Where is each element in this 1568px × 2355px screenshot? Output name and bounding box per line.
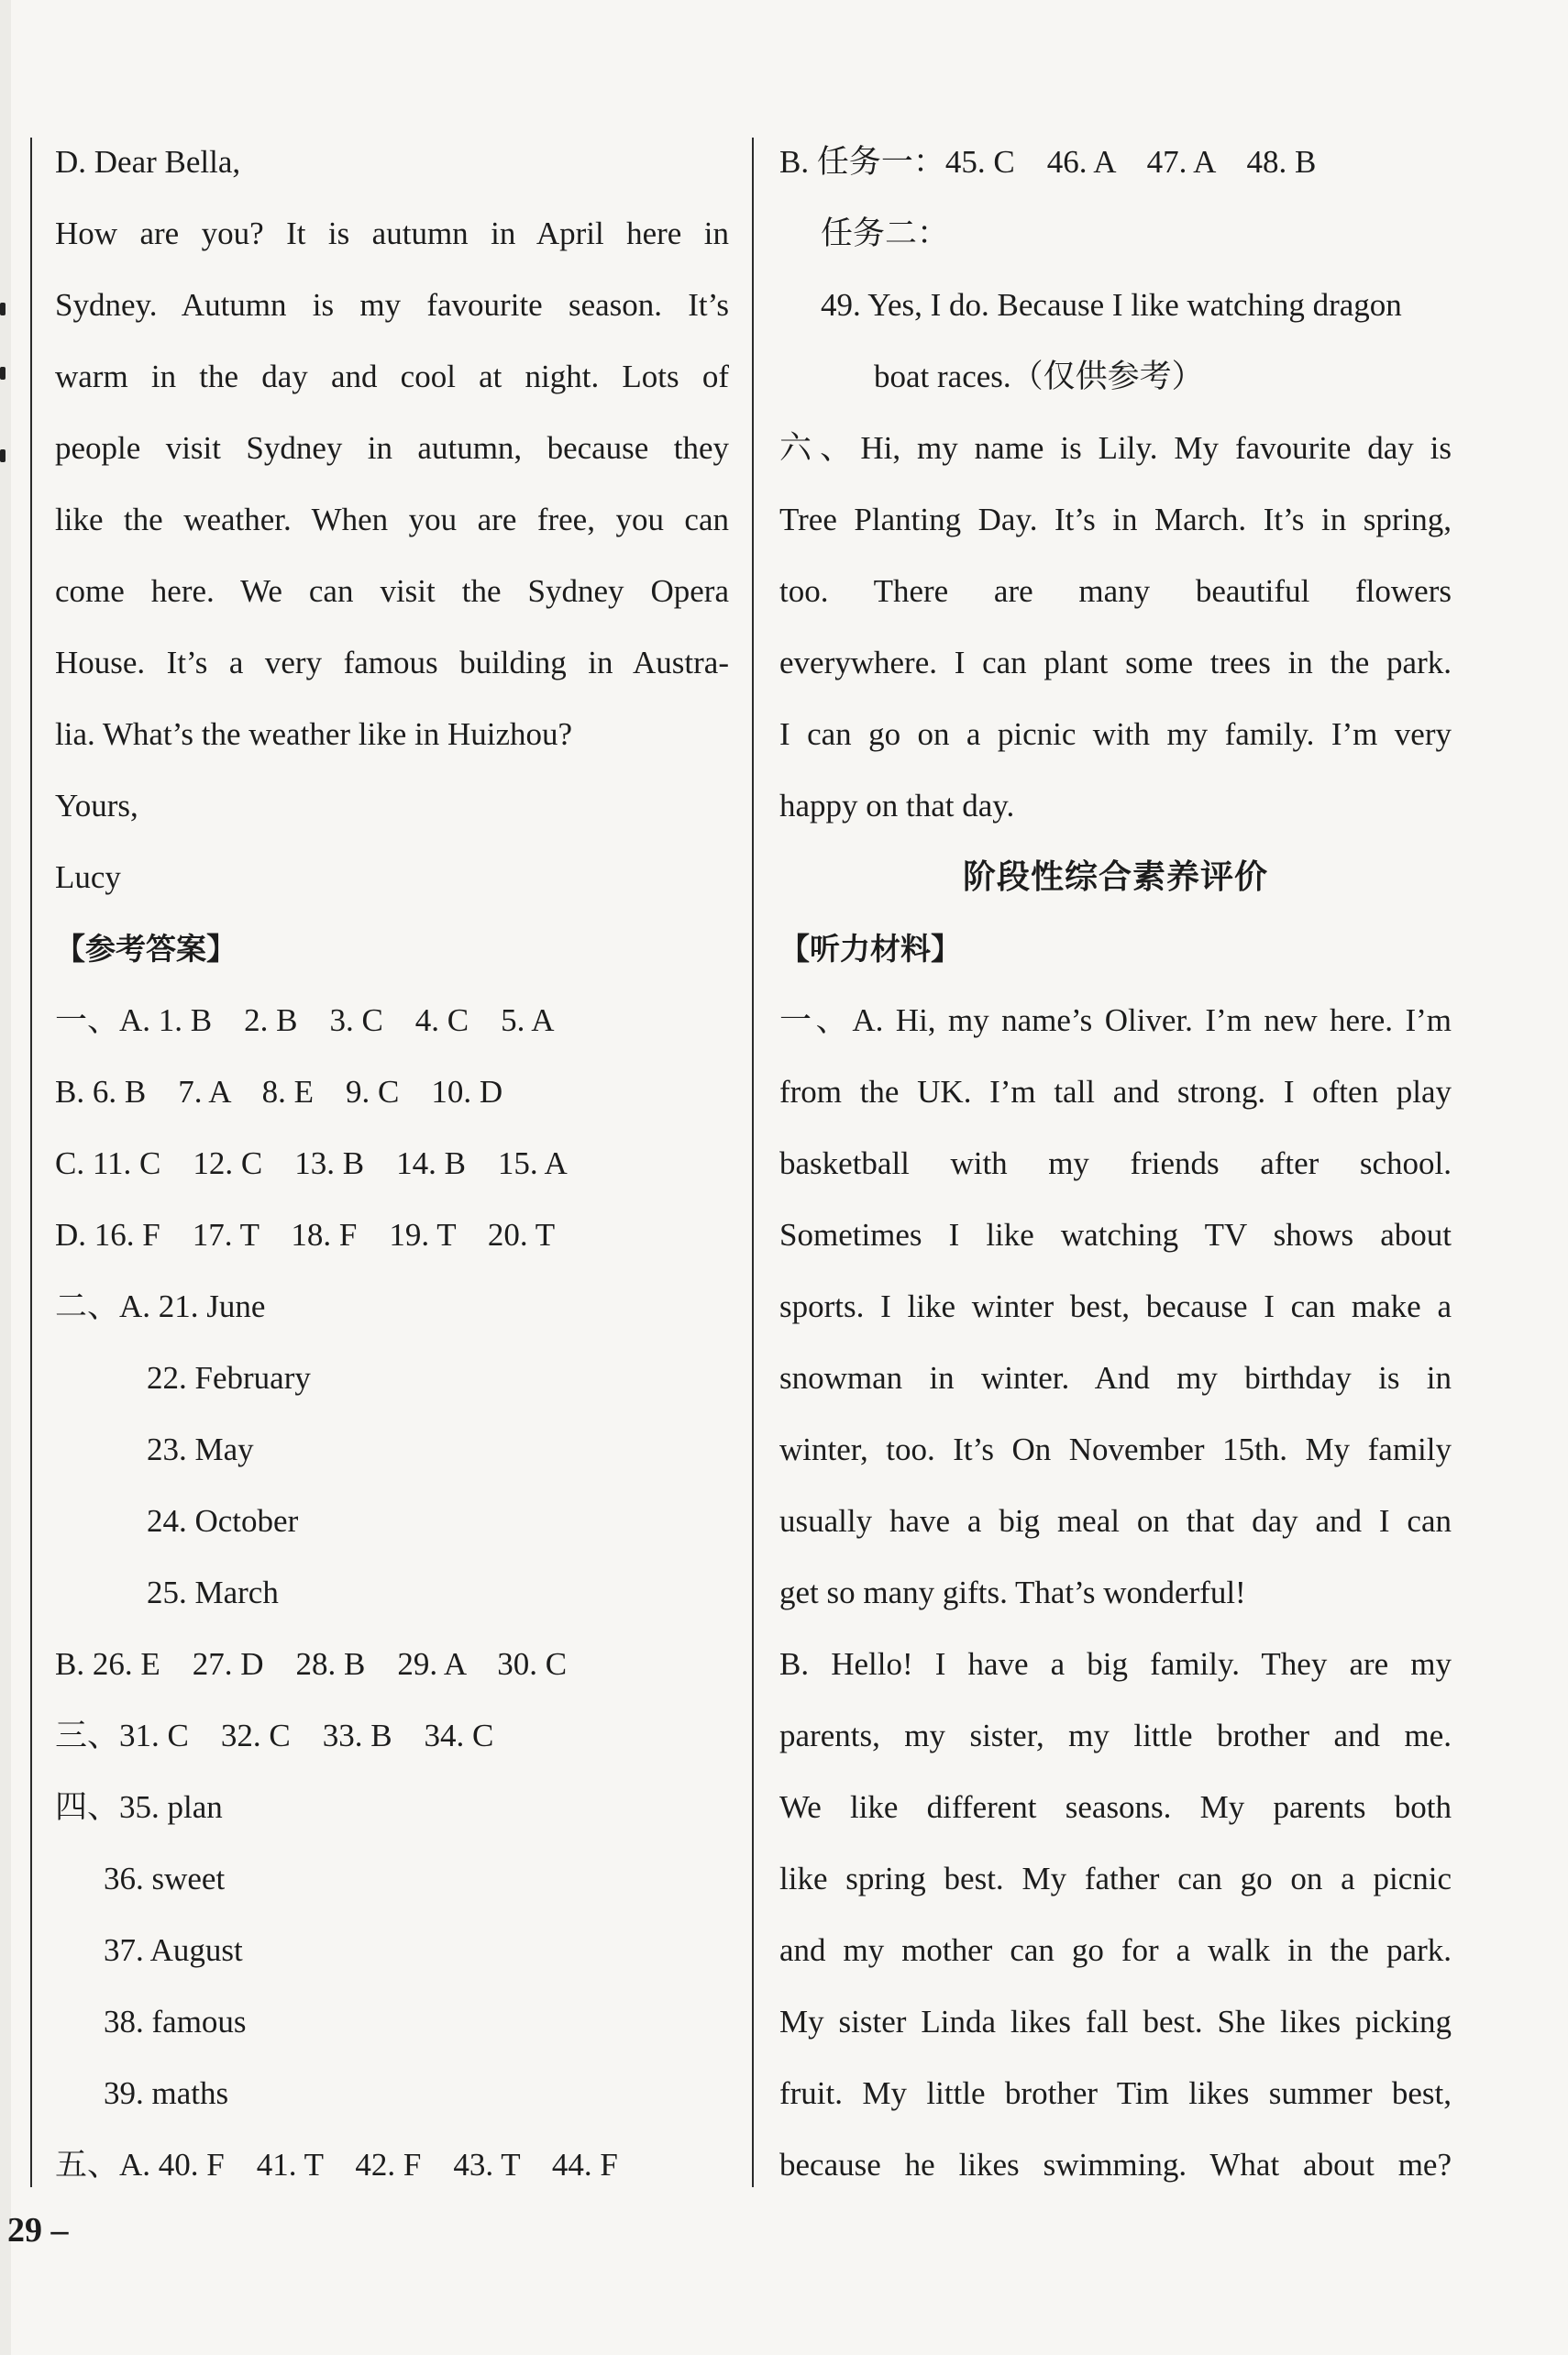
left-margin-rule: [30, 138, 32, 2187]
text-line: sports. I like winter best, because I can make a: [779, 1288, 1452, 1324]
text-line: because he likes swimming. What about me?: [779, 2147, 1452, 2183]
text-line: D. Dear Bella,: [55, 144, 241, 180]
answer-line: B. 任务一：45. C 46. A 47. A 48. B: [779, 144, 1317, 180]
text-line: 一、A. Hi, my name’s Oliver. I’m new here. I’m: [779, 1002, 1452, 1038]
text-line: House. It’s a very famous building in Austra-: [55, 645, 729, 680]
text-line: Sometimes I like watching TV shows about: [779, 1217, 1452, 1253]
text-line: B. Hello! I have a big family. They are my: [779, 1646, 1452, 1682]
text-line: Yours,: [55, 788, 138, 824]
answer-line: 二、A. 21. June: [55, 1288, 266, 1324]
answer-line: D. 16. F 17. T 18. F 19. T 20. T: [55, 1217, 556, 1253]
answer-line: 23. May: [147, 1432, 254, 1467]
answer-line: 39. maths: [104, 2075, 229, 2111]
left-column: [55, 127, 729, 2201]
text-line: Lucy: [55, 859, 121, 895]
text-line: lia. What’s the weather like in Huizhou?: [55, 716, 573, 752]
binding-mark: [0, 303, 6, 315]
page-number: 29 –: [7, 2211, 69, 2250]
text-line: snowman in winter. And my birthday is in: [779, 1360, 1452, 1396]
answer-line: B. 26. E 27. D 28. B 29. A 30. C: [55, 1646, 568, 1682]
text-line: and my mother can go for a walk in the park.: [779, 1932, 1452, 1968]
answer-line: 22. February: [147, 1360, 311, 1396]
text-line: get so many gifts. That’s wonderful!: [779, 1575, 1246, 1610]
binding-mark: [0, 367, 6, 380]
text-line: winter, too. It’s On November 15th. My family: [779, 1432, 1452, 1467]
right-column: [779, 127, 1452, 2201]
answer-line: 38. famous: [104, 2004, 247, 2040]
text-line: come here. We can visit the Sydney Opera: [55, 573, 729, 609]
page-edge: [0, 0, 11, 2355]
text-line: from the UK. I’m tall and strong. I often play: [779, 1074, 1452, 1110]
answer-line: C. 11. C 12. C 13. B 14. B 15. A: [55, 1145, 568, 1181]
text-line: My sister Linda likes fall best. She likes picking: [779, 2004, 1452, 2040]
column-divider: [752, 138, 754, 2187]
text-line: basketball with my friends after school.: [779, 1145, 1452, 1181]
answer-line: B. 6. B 7. A 8. E 9. C 10. D: [55, 1074, 503, 1110]
text-line: happy on that day.: [779, 788, 1015, 824]
answer-line: 25. March: [147, 1575, 279, 1610]
text-line: parents, my sister, my little brother and me.: [779, 1718, 1452, 1753]
answer-line: 一、A. 1. B 2. B 3. C 4. C 5. A: [55, 1002, 555, 1038]
answer-line: boat races.（仅供参考）: [874, 359, 1204, 394]
text-line: everywhere. I can plant some trees in the park.: [779, 645, 1452, 680]
text-line: like spring best. My father can go on a picnic: [779, 1861, 1452, 1896]
section-heading-answers: 【参考答案】: [55, 931, 237, 967]
text-line: fruit. My little brother Tim likes summer best,: [779, 2075, 1452, 2111]
answer-line: 36. sweet: [104, 1861, 226, 1896]
section-heading-listening: 【听力材料】: [779, 931, 961, 967]
answer-line: 49. Yes, I do. Because I like watching dragon: [821, 287, 1402, 323]
text-line: warm in the day and cool at night. Lots of: [55, 359, 729, 394]
answer-line: 三、31. C 32. C 33. B 34. C: [55, 1718, 494, 1753]
text-line: like the weather. When you are free, you can: [55, 502, 729, 537]
text-line: too. There are many beautiful flowers: [779, 573, 1452, 609]
text-line: Tree Planting Day. It’s in March. It’s in spring,: [779, 502, 1452, 537]
text-line: 六、Hi, my name is Lily. My favourite day is: [779, 430, 1452, 466]
answer-line: 四、35. plan: [55, 1789, 223, 1825]
answer-line: 五、A. 40. F 41. T 42. F 43. T 44. F: [55, 2147, 618, 2183]
answer-line: 24. October: [147, 1503, 299, 1539]
binding-mark: [0, 449, 6, 462]
text-line: people visit Sydney in autumn, because they: [55, 430, 729, 466]
text-line: We like different seasons. My parents both: [779, 1789, 1452, 1825]
answer-line: 任务二：: [821, 216, 950, 251]
section-title: 阶段性综合素养评价: [962, 858, 1268, 896]
text-line: I can go on a picnic with my family. I’m very: [779, 716, 1452, 752]
answer-line: 37. August: [104, 1932, 243, 1968]
text-line: How are you? It is autumn in April here in: [55, 216, 729, 251]
text-line: usually have a big meal on that day and I can: [779, 1503, 1452, 1539]
text-line: Sydney. Autumn is my favourite season. It’s: [55, 287, 729, 323]
